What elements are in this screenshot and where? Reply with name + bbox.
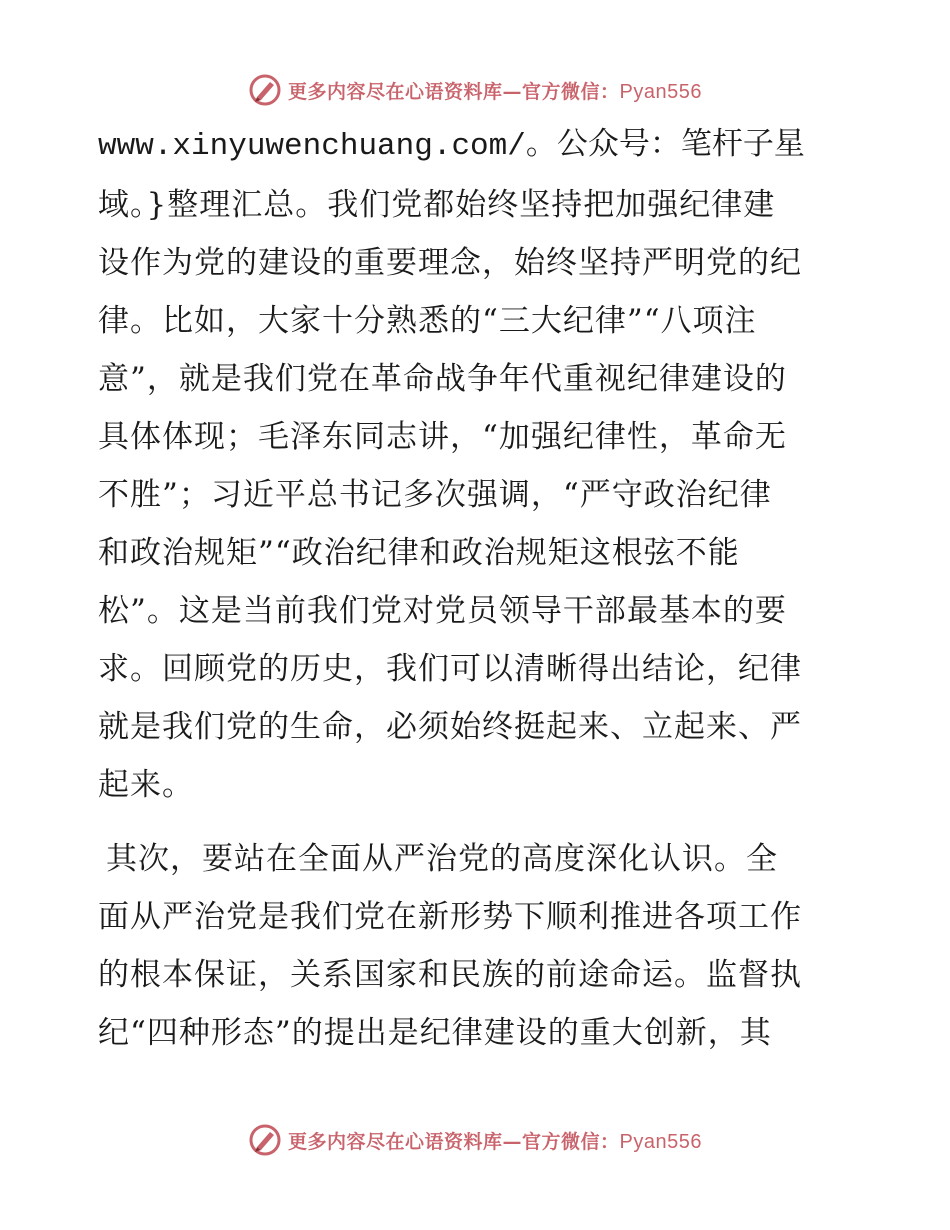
text-line: 其次，要站在全面从严治党的高度深化认识。全 bbox=[106, 841, 778, 877]
document-body bbox=[98, 118, 850, 1062]
text-line: 域。}整理汇总。我们党都始终坚持把加强纪律建 bbox=[98, 187, 776, 223]
paragraph-gap bbox=[98, 814, 850, 830]
text-line: 求。回顾党的历史，我们可以清晰得出结论，纪律 bbox=[98, 651, 802, 687]
text-line: 纪“四种形态”的提出是纪律建设的重大创新，其 bbox=[98, 1015, 772, 1051]
text-line: 面从严治党是我们党在新形势下顺利推进各项工作 bbox=[98, 899, 802, 935]
text-line: www.xinyuwenchuang.com/。公众号：笔杆子星 bbox=[98, 129, 805, 164]
text-line: 松”。这是当前我们党对党员领导干部最基本的要 bbox=[98, 593, 787, 629]
footer-banner-text bbox=[288, 1127, 702, 1154]
paragraph-2 bbox=[98, 830, 850, 1062]
text-line: 的根本保证，关系国家和民族的前途命运。监督执 bbox=[98, 957, 802, 993]
header-banner bbox=[0, 70, 950, 110]
text-line: 律。比如，大家十分熟悉的“三大纪律”“八项注 bbox=[98, 303, 757, 339]
footer-banner-dash: — bbox=[502, 1130, 523, 1153]
header-banner-dash: — bbox=[502, 80, 523, 103]
text-line: 和政治规矩”“政治纪律和政治规矩这根弦不能 bbox=[98, 535, 740, 571]
footer-banner-wechat: 官方微信： bbox=[522, 1130, 620, 1153]
text-line: 起来。 bbox=[98, 767, 194, 803]
text-line: 不胜”；习近平总书记多次强调，“严守政治纪律 bbox=[98, 477, 772, 513]
text-line: 设作为党的建设的重要理念，始终坚持严明党的纪 bbox=[98, 245, 802, 281]
header-banner-main: 更多内容尽在心语资料库 bbox=[288, 80, 503, 103]
paragraph-1 bbox=[98, 118, 850, 814]
text-line: 具体体现；毛泽东同志讲，“加强纪律性，革命无 bbox=[98, 419, 787, 455]
pen-logo-icon bbox=[248, 73, 282, 107]
header-banner-wechat: 官方微信： bbox=[522, 80, 620, 103]
text-line: 就是我们党的生命，必须始终挺起来、立起来、严 bbox=[98, 709, 802, 745]
header-banner-text bbox=[288, 77, 702, 104]
footer-banner bbox=[0, 1120, 950, 1160]
text-line: 意”，就是我们党在革命战争年代重视纪律建设的 bbox=[98, 361, 787, 397]
footer-banner-main: 更多内容尽在心语资料库 bbox=[288, 1130, 503, 1153]
footer-banner-handle: Pyan556 bbox=[619, 1130, 702, 1153]
pen-logo-icon bbox=[248, 1123, 282, 1157]
header-banner-handle: Pyan556 bbox=[619, 80, 702, 103]
